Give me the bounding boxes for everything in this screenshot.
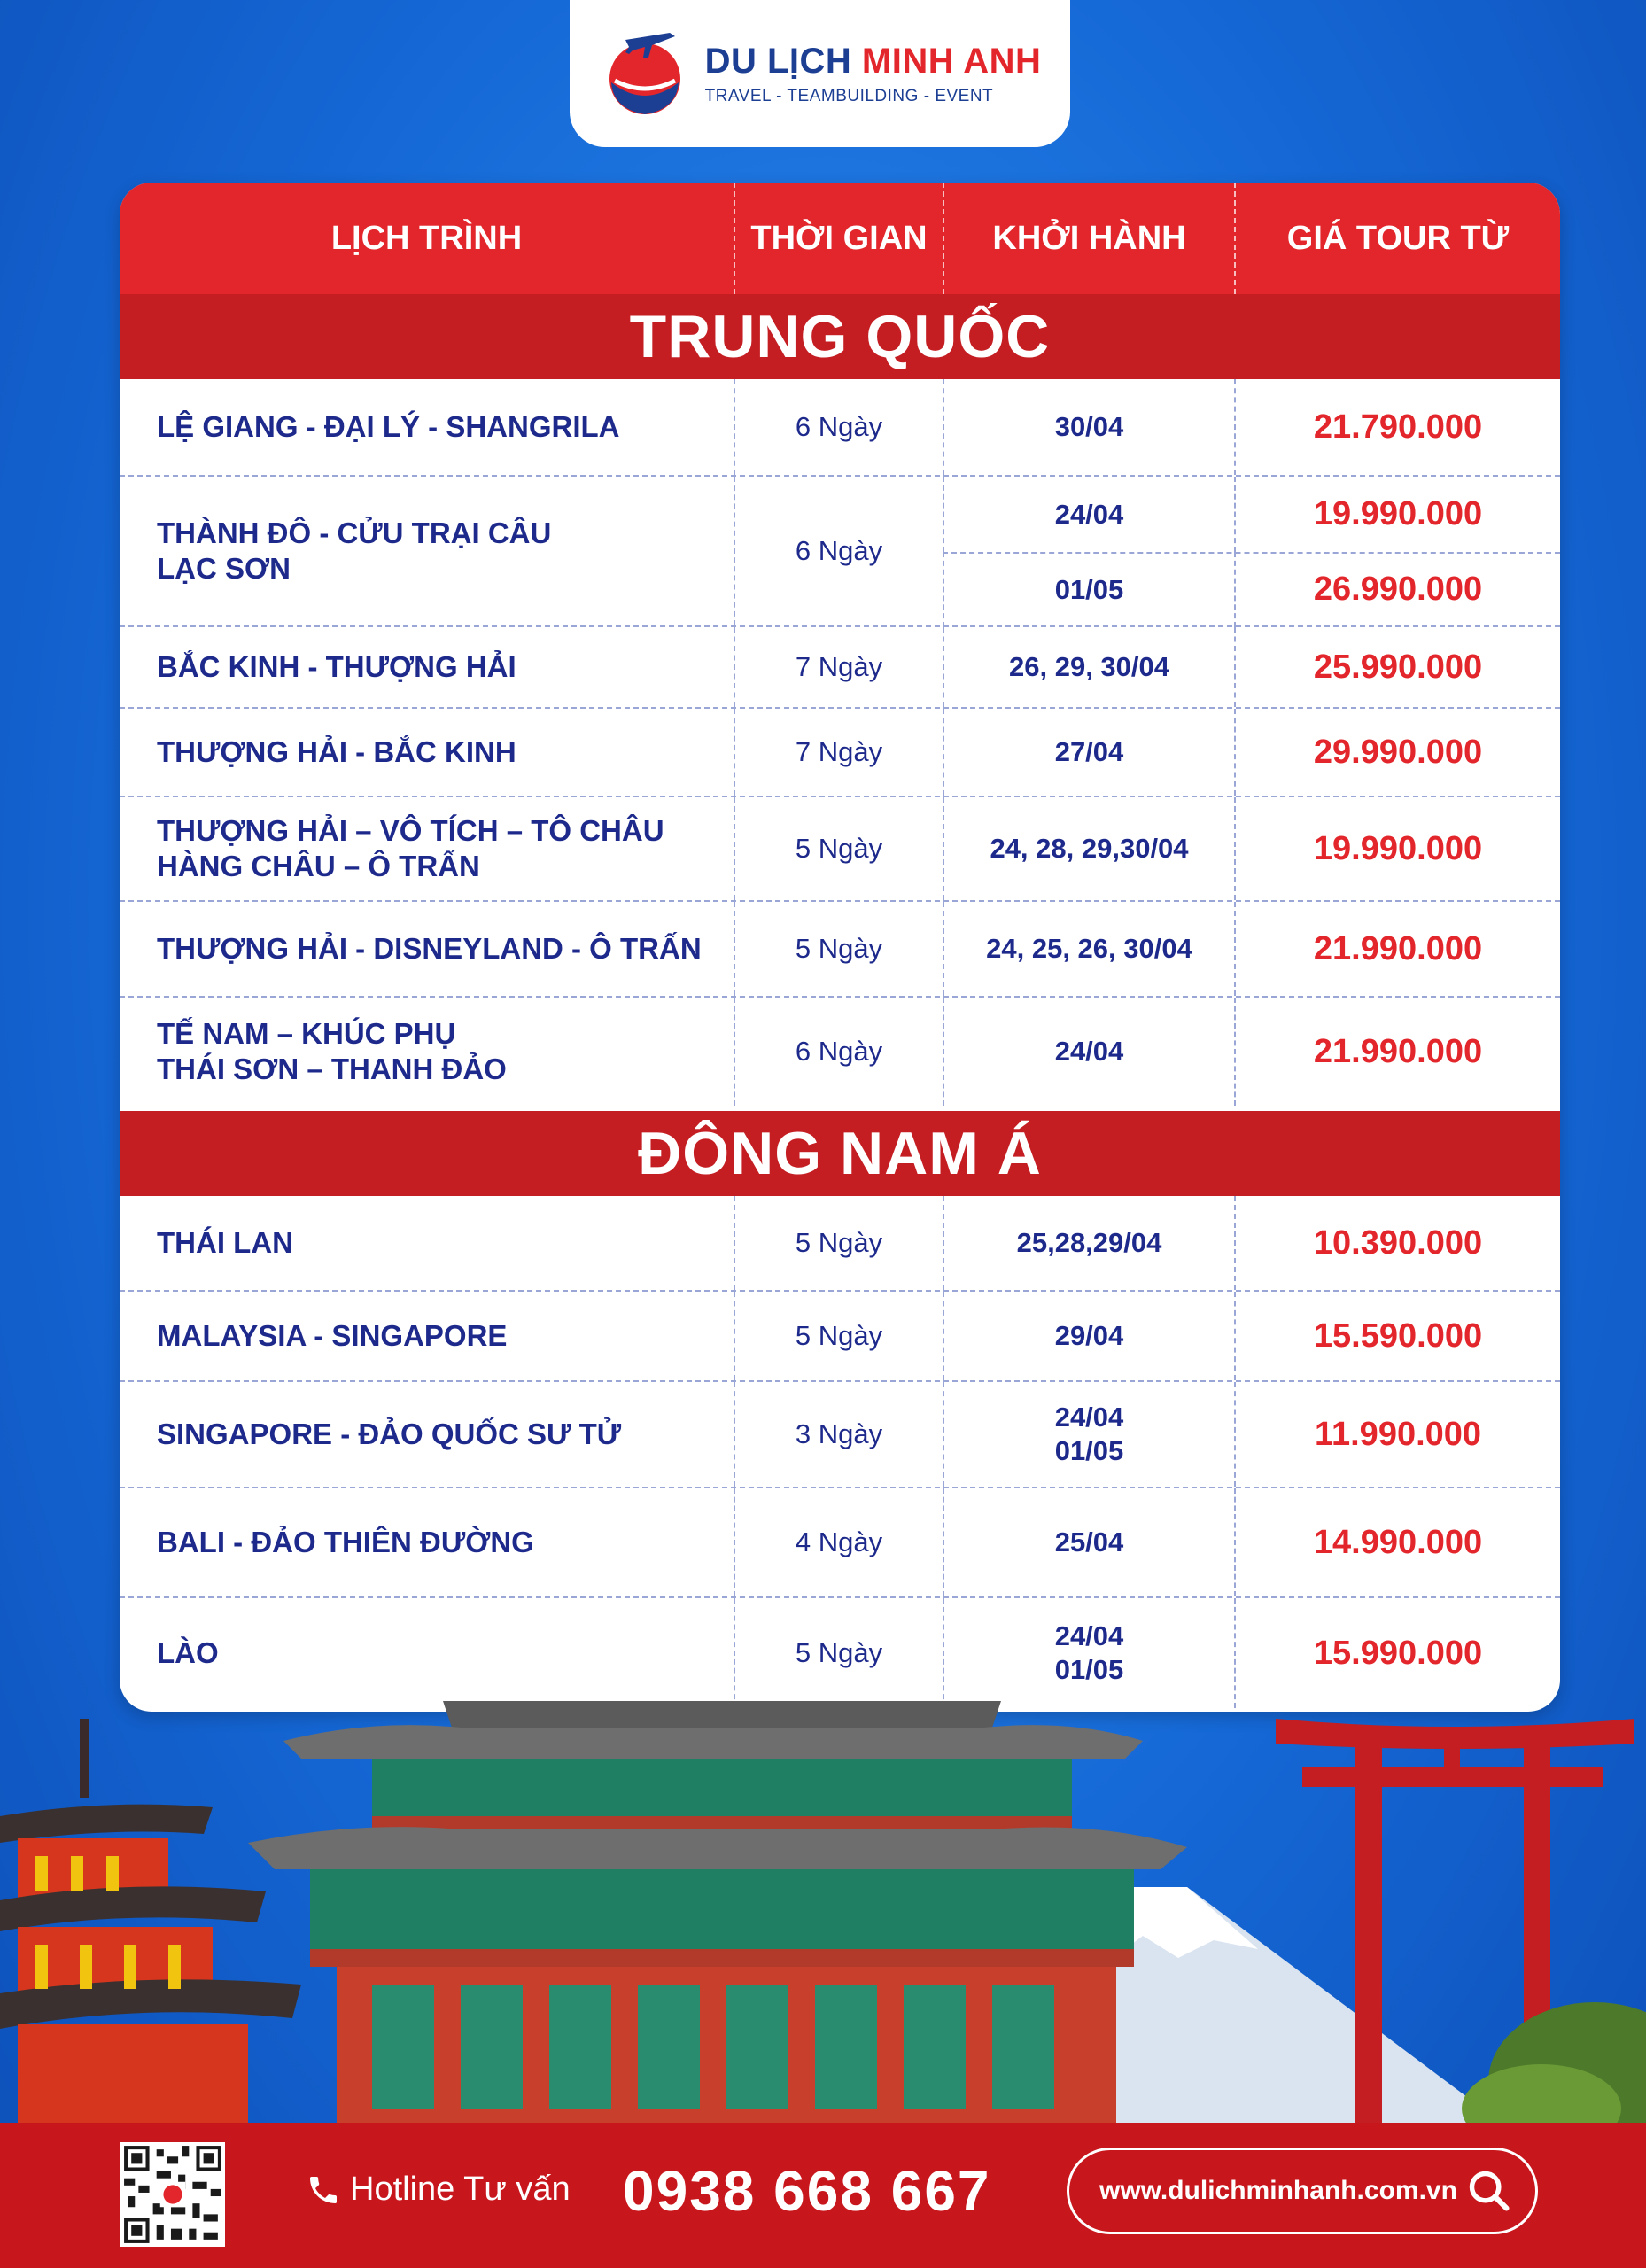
duration: 6 Ngày [795,535,883,566]
tour-price-table [120,183,1560,1712]
route-name-cell [120,902,734,996]
tour-price-cell [1234,1382,1560,1487]
duration-cell [734,1196,943,1290]
table-header [120,183,1560,294]
tour-price: 26.990.000 [1313,571,1483,608]
table-row [120,379,1560,477]
departure-date-cell [943,797,1234,900]
tour-price-cell [1234,627,1560,707]
duration: 4 Ngày [795,1526,883,1557]
tour-price-cell [1234,902,1560,996]
duration-cell [734,902,943,996]
duration-cell [734,1488,943,1596]
route-name: THƯỢNG HẢI – VÔ TÍCH – TÔ CHÂU HÀNG CHÂU – Ô TRẤN [157,814,664,882]
tour-price-cell [1234,552,1560,627]
brand-tagline: TRAVEL - TEAMBUILDING - EVENT [704,86,994,105]
route-name-cell [120,797,734,900]
route-name-cell [120,379,734,475]
footer-bar [0,2123,1646,2268]
route-name: MALAYSIA - SINGAPORE [157,1319,508,1352]
departure-date-cell [943,627,1234,707]
duration-cell [734,379,943,475]
departure-date-cell [943,1488,1234,1596]
phone-icon [306,2172,341,2208]
duration: 7 Ngày [795,736,883,767]
route-name: THÁI LAN [157,1226,293,1259]
departure-date: 24/04 [1054,498,1124,530]
header-departure: KHỞI HÀNH [943,183,1234,294]
row-divider [943,552,1560,554]
table-row [120,477,1560,627]
route-name-cell [120,998,734,1106]
duration-cell [734,709,943,796]
table-row [120,627,1560,709]
route-name: LỆ GIANG - ĐẠI LÝ - SHANGRILA [157,410,620,443]
duration-cell [734,998,943,1106]
departure-date: 30/04 [1054,411,1124,442]
departure-date: 25/04 [1054,1526,1124,1557]
departure-date: 26, 29, 30/04 [1009,651,1169,682]
hotline-text: Hotline Tư vấn [350,2171,571,2208]
tour-price: 25.990.000 [1313,648,1483,686]
departure-date-cell [943,552,1234,627]
route-name-cell [120,627,734,707]
website-text: www.dulichminhanh.com.vn [1099,2176,1457,2205]
duration: 7 Ngày [795,651,883,682]
departure-date: 25,28,29/04 [1016,1227,1162,1258]
route-name: THƯỢNG HẢI - BẮC KINH [157,735,516,768]
departure-date: 24/04 [1054,1036,1124,1067]
departure-date-cell [943,902,1234,996]
tour-price: 21.790.000 [1313,408,1483,446]
departure-date: 27/04 [1054,736,1124,767]
route-name-cell [120,1488,734,1596]
tour-price-cell [1234,797,1560,900]
tour-price: 14.990.000 [1313,1523,1483,1561]
tour-price: 19.990.000 [1313,495,1483,532]
tour-price: 10.390.000 [1313,1223,1483,1262]
tour-price: 11.990.000 [1314,1415,1482,1453]
tour-price-cell [1234,709,1560,796]
tour-price-cell [1234,1292,1560,1380]
duration: 5 Ngày [795,1320,883,1351]
logo-icon [599,27,691,120]
pagoda [0,1719,301,2126]
route-name: TẾ NAM – KHÚC PHỤ THÁI SƠN – THANH ĐẢO [157,1017,507,1085]
header-route: LỊCH TRÌNH [330,219,523,257]
route-name-cell [120,1292,734,1380]
duration-cell [734,477,943,625]
palace [248,1701,1187,2126]
tour-price: 29.990.000 [1313,733,1483,771]
brand-name: DU LỊCH [704,41,862,81]
route-name: SINGAPORE - ĐẢO QUỐC SƯ TỬ [157,1418,622,1450]
table-row [120,1292,1560,1382]
departure-date: 29/04 [1054,1320,1124,1351]
duration: 5 Ngày [795,833,883,864]
brand-logo [570,0,1070,147]
tour-price: 15.590.000 [1313,1317,1483,1355]
departure-date-cell [943,1196,1234,1290]
table-row [120,902,1560,998]
route-name-cell [120,709,734,796]
departure-date: 24, 28, 29,30/04 [990,833,1189,864]
header-duration: THỜI GIAN [734,183,943,294]
departure-date-cell [943,1292,1234,1380]
tour-price-cell [1234,998,1560,1106]
route-name: BALI - ĐẢO THIÊN ĐƯỜNG [157,1526,534,1558]
tour-price: 21.990.000 [1313,929,1483,967]
duration: 3 Ngày [795,1418,883,1449]
route-name: THƯỢNG HẢI - DISNEYLAND - Ô TRẤN [157,932,702,965]
departure-date: 24/04 01/05 [1054,1620,1124,1685]
departure-date-cell [943,998,1234,1106]
departure-date-cell [943,709,1234,796]
departure-date-cell [943,477,1234,552]
duration: 6 Ngày [795,411,883,442]
search-icon[interactable] [1466,2168,1512,2214]
route-name-cell [120,1196,734,1290]
route-name-cell [120,1382,734,1487]
qr-code-icon[interactable] [120,2142,225,2247]
departure-date: 24, 25, 26, 30/04 [986,933,1192,964]
table-row [120,797,1560,902]
asian-landmarks-illustration [0,1666,1646,2126]
duration-cell [734,1382,943,1487]
duration: 5 Ngày [795,1227,883,1258]
table-row [120,998,1560,1106]
header-price: GIÁ TOUR TỪ [1234,183,1560,294]
brand-name-highlight: MINH ANH [861,41,1042,81]
tour-price-cell [1234,379,1560,475]
table-row [120,1488,1560,1598]
section-title: TRUNG QUỐC [120,294,1560,379]
duration-cell [734,797,943,900]
website-link[interactable] [1067,2148,1538,2234]
tour-price: 19.990.000 [1313,829,1483,867]
departure-date: 24/04 01/05 [1054,1402,1124,1466]
hotline-label [306,2171,571,2209]
route-name-cell [120,477,734,625]
duration: 5 Ngày [795,1637,883,1668]
hotline-number[interactable]: 0938 668 667 [623,2159,991,2223]
tour-price-cell [1234,1488,1560,1596]
duration-cell [734,627,943,707]
route-name: THÀNH ĐÔ - CỬU TRẠI CÂU LẠC SƠN [157,517,552,585]
table-row [120,1382,1560,1488]
tour-price: 15.990.000 [1313,1634,1483,1672]
duration: 6 Ngày [795,1036,883,1067]
table-row [120,1196,1560,1292]
section-title: ĐÔNG NAM Á [120,1111,1560,1196]
duration-cell [734,1292,943,1380]
departure-date-cell [943,379,1234,475]
tour-price-cell [1234,477,1560,552]
route-name: BẮC KINH - THƯỢNG HẢI [157,650,516,683]
tour-price: 21.990.000 [1313,1032,1483,1070]
table-row [120,709,1560,797]
duration: 5 Ngày [795,933,883,964]
tour-price-cell [1234,1196,1560,1290]
departure-date: 01/05 [1054,573,1124,605]
departure-date-cell [943,1382,1234,1487]
route-name: LÀO [157,1636,219,1669]
